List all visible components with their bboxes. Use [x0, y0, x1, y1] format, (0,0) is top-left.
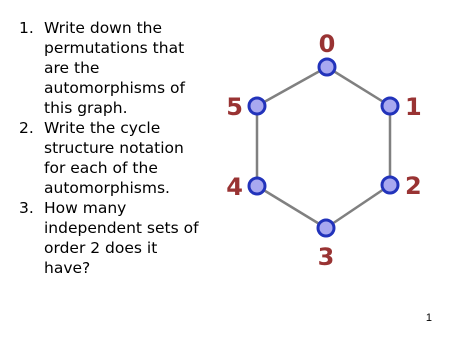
graph-edge-2-3: [326, 185, 390, 228]
graph-vertex-0: [319, 59, 335, 75]
graph-edge-5-0: [257, 67, 327, 106]
graph-edge-3-4: [257, 186, 326, 228]
vertex-label-5: 5: [226, 93, 243, 121]
vertex-label-1: 1: [405, 93, 422, 121]
page-number: 1: [425, 312, 432, 324]
vertex-label-4: 4: [226, 173, 243, 201]
graph-vertex-1: [382, 98, 398, 114]
graph-vertex-4: [249, 178, 265, 194]
instruction-number: 3.: [19, 199, 34, 217]
instruction-number: 1.: [19, 19, 34, 37]
vertex-label-0: 0: [318, 30, 336, 58]
instruction-text: How many independent sets of order 2 does it have?: [44, 199, 199, 277]
graph-vertex-5: [249, 98, 265, 114]
graph-vertex-3: [318, 220, 334, 236]
instruction-text: Write the cycle structure notation for each of the automorphisms.: [44, 119, 184, 197]
instruction-number: 2.: [19, 119, 34, 137]
graph-edge-0-1: [327, 67, 390, 106]
instruction-text: Write down the permutations that are the automorphisms of this graph.: [44, 19, 185, 117]
graph-vertex-2: [382, 177, 398, 193]
vertex-label-3: 3: [317, 243, 335, 271]
vertex-label-2: 2: [405, 172, 422, 200]
